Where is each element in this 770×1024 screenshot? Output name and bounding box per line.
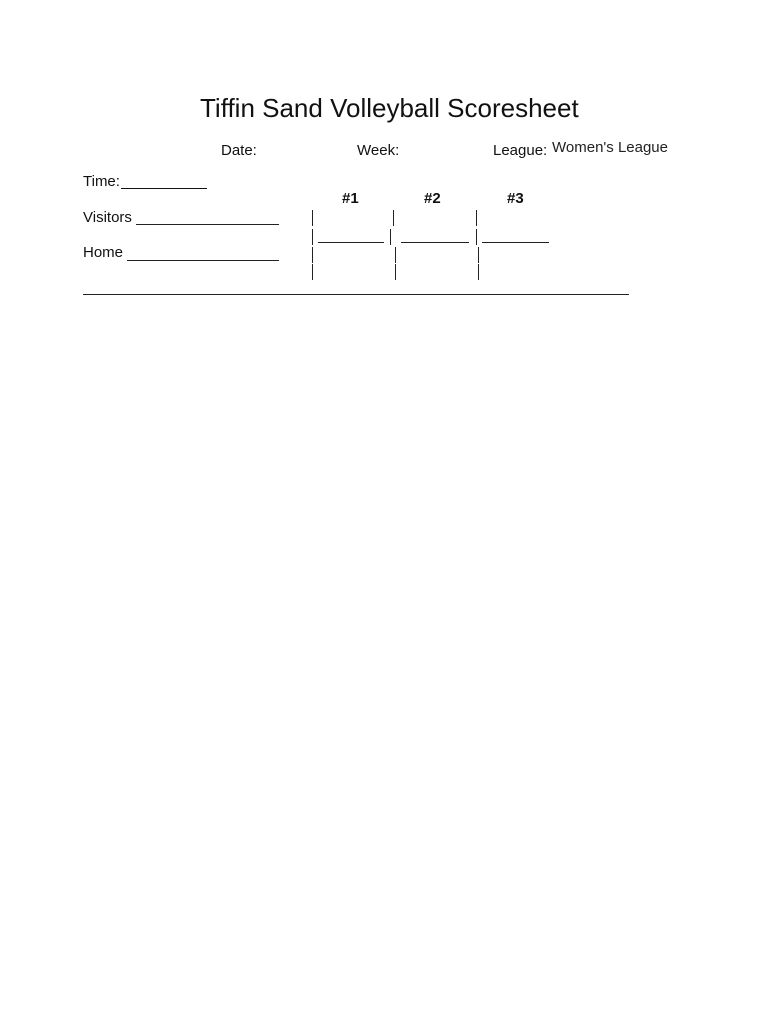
section-divider	[83, 294, 629, 295]
time-field-line[interactable]	[121, 188, 207, 189]
game-3-header: #3	[507, 190, 524, 207]
grid-bar	[312, 247, 313, 263]
game-1-header: #1	[342, 190, 359, 207]
visitors-label: Visitors	[83, 209, 132, 226]
grid-bar	[478, 264, 479, 280]
game-1-score-line[interactable]	[318, 242, 384, 243]
grid-bar	[476, 210, 477, 226]
visitors-name-line[interactable]	[136, 224, 279, 225]
grid-bar	[312, 264, 313, 280]
date-label: Date:	[221, 142, 257, 159]
sheet-title: Tiffin Sand Volleyball Scoresheet	[200, 93, 579, 123]
grid-bar	[476, 229, 477, 245]
time-label: Time:	[83, 173, 120, 190]
grid-bar	[395, 264, 396, 280]
grid-bar	[478, 247, 479, 263]
game-2-header: #2	[424, 190, 441, 207]
league-label: League:	[493, 142, 548, 159]
grid-bar	[390, 229, 391, 245]
grid-bar	[312, 210, 313, 226]
grid-bar	[312, 229, 313, 245]
grid-bar	[393, 210, 394, 226]
home-label: Home	[83, 244, 124, 261]
game-3-score-line[interactable]	[482, 242, 549, 243]
grid-bar	[395, 247, 396, 263]
week-label: Week:	[357, 142, 400, 159]
league-value[interactable]: Women's League	[552, 139, 668, 156]
home-name-line[interactable]	[127, 260, 279, 261]
game-2-score-line[interactable]	[401, 242, 469, 243]
